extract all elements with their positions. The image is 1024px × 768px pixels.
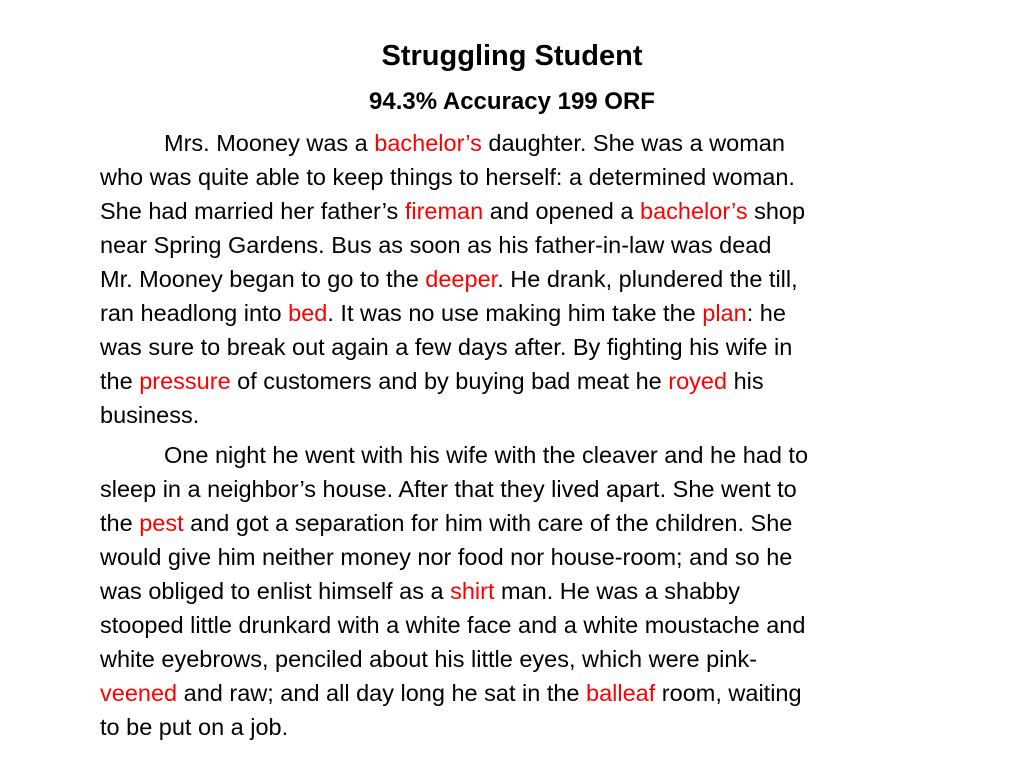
passage-line — [100, 506, 970, 540]
miscue-word: pest — [139, 510, 184, 536]
miscue-word: bed — [288, 300, 328, 326]
slide-title: Struggling Student — [381, 40, 643, 72]
passage-text: the — [100, 368, 140, 394]
miscue-word: balleaf — [586, 680, 656, 706]
passage-line — [100, 642, 970, 676]
reading-passage — [100, 126, 970, 744]
passage-line — [100, 676, 970, 710]
passage-line — [100, 330, 970, 364]
passage-line — [100, 574, 970, 608]
miscue-word: fireman — [404, 198, 484, 224]
passage-text: One night he went with his wife with the cleaver and he had to — [164, 442, 809, 468]
passage-text: . He drank, plundered the till, — [497, 266, 798, 292]
passage-text: . It was no use making him take the — [327, 300, 703, 326]
passage-text: his — [727, 368, 764, 394]
passage-text: : he — [746, 300, 786, 326]
passage-line — [100, 540, 970, 574]
passage-line — [100, 126, 970, 160]
passage-text: was obliged to enlist himself as a — [100, 578, 451, 604]
passage-text: and opened a — [483, 198, 640, 224]
passage-text: daughter. She was a woman — [481, 130, 785, 156]
passage-text: near Spring Gardens. Bus as soon as his father-in-law was dead — [100, 232, 772, 258]
passage-text: Mr. Mooney began to go to the — [100, 266, 426, 292]
passage-text: who was quite able to keep things to herself: a determined woman. — [100, 164, 795, 190]
passage-text: was sure to break out again a few days after. By fighting his wife in — [100, 334, 793, 360]
passage-line — [100, 194, 970, 228]
passage-text: would give him neither money nor food nor house-room; and so he — [100, 544, 793, 570]
passage-text: man. He was a shabby — [494, 578, 741, 604]
passage-text: the — [100, 510, 140, 536]
slide-subtitle: 94.3% Accuracy 199 ORF — [369, 88, 655, 115]
passage-text: and got a separation for him with care of the children. She — [183, 510, 793, 536]
passage-text: stooped little drunkard with a white face and a white moustache and — [100, 612, 806, 638]
passage-text: sleep in a neighbor’s house. After that they lived apart. She went to — [100, 476, 797, 502]
passage-text: white eyebrows, penciled about his little eyes, which were pink- — [100, 646, 758, 672]
passage-text: Mrs. Mooney was a — [164, 130, 375, 156]
passage-paragraph — [100, 126, 970, 432]
miscue-word: bachelor’s — [640, 198, 748, 224]
passage-line — [100, 608, 970, 642]
passage-text: business. — [100, 402, 200, 428]
passage-text: room, waiting — [655, 680, 802, 706]
passage-line — [100, 262, 970, 296]
miscue-word: deeper — [425, 266, 498, 292]
miscue-word: veened — [100, 680, 178, 706]
passage-line — [100, 710, 970, 744]
passage-line — [100, 398, 970, 432]
miscue-word: shirt — [450, 578, 495, 604]
passage-text: of customers and by buying bad meat he — [230, 368, 669, 394]
passage-text: to be put on a job. — [100, 714, 289, 740]
passage-line — [100, 160, 970, 194]
passage-line — [100, 472, 970, 506]
passage-text: She had married her father’s — [100, 198, 405, 224]
passage-line — [100, 228, 970, 262]
miscue-word: pressure — [139, 368, 231, 394]
passage-paragraph — [100, 438, 970, 744]
miscue-word: royed — [668, 368, 728, 394]
miscue-word: bachelor’s — [374, 130, 482, 156]
passage-line — [100, 438, 970, 472]
passage-text: ran headlong into — [100, 300, 289, 326]
passage-text: and raw; and all day long he sat in the — [177, 680, 587, 706]
passage-line — [100, 364, 970, 398]
passage-line — [100, 296, 970, 330]
miscue-word: plan — [702, 300, 747, 326]
passage-text: shop — [747, 198, 806, 224]
